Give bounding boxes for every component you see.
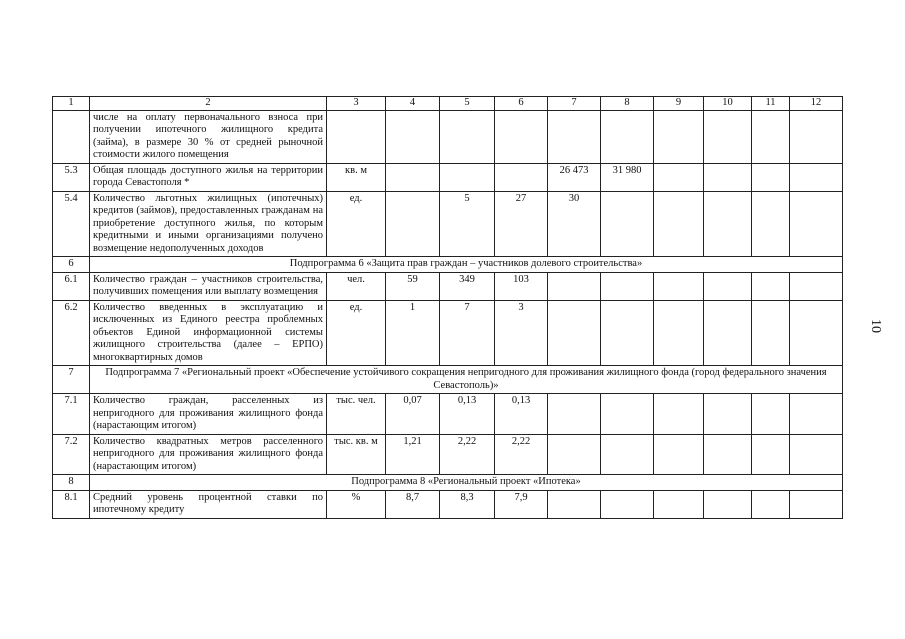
value-cell — [752, 300, 790, 366]
value-cell — [654, 394, 704, 435]
table-row — [53, 272, 843, 300]
unit-cell: тыс. кв. м — [327, 434, 386, 475]
row-number: 6.1 — [53, 272, 90, 300]
section-row — [53, 366, 843, 394]
value-cell — [704, 490, 752, 518]
value-cell: 1,21 — [386, 434, 440, 475]
value-cell — [752, 490, 790, 518]
value-cell — [790, 300, 843, 366]
value-cell: 5 — [440, 191, 495, 257]
indicators-table — [52, 96, 843, 519]
value-cell — [601, 110, 654, 163]
unit-cell: ед. — [327, 191, 386, 257]
row-number: 7.2 — [53, 434, 90, 475]
value-cell: 27 — [495, 191, 548, 257]
value-cell: 59 — [386, 272, 440, 300]
header-cell: 11 — [752, 97, 790, 111]
value-cell — [386, 163, 440, 191]
section-title: Подпрограмма 6 «Защита прав граждан – участников долевого строительства» — [90, 257, 843, 273]
header-cell: 12 — [790, 97, 843, 111]
value-cell — [704, 300, 752, 366]
value-cell — [495, 110, 548, 163]
table-row — [53, 191, 843, 257]
section-row — [53, 257, 843, 273]
indicator-name: Количество граждан, расселенных из непригодного для проживания жилищного фонда (нарастающим итогом) — [90, 394, 327, 435]
table-row — [53, 434, 843, 475]
value-cell: 26 473 — [548, 163, 601, 191]
header-cell: 4 — [386, 97, 440, 111]
value-cell: 8,7 — [386, 490, 440, 518]
unit-cell: ед. — [327, 300, 386, 366]
value-cell — [790, 110, 843, 163]
row-number — [53, 110, 90, 163]
indicator-name: Общая площадь доступного жилья на территории города Севастополя * — [90, 163, 327, 191]
value-cell — [790, 394, 843, 435]
value-cell: 349 — [440, 272, 495, 300]
section-number: 7 — [53, 366, 90, 394]
value-cell: 1 — [386, 300, 440, 366]
value-cell — [386, 191, 440, 257]
indicator-name: Количество квадратных метров расселенного непригодного для проживания жилищного фонда (нарастающим итогом) — [90, 434, 327, 475]
value-cell — [601, 434, 654, 475]
value-cell: 7 — [440, 300, 495, 366]
value-cell — [704, 394, 752, 435]
header-row — [53, 97, 843, 111]
header-cell: 10 — [704, 97, 752, 111]
unit-cell: кв. м — [327, 163, 386, 191]
table-row — [53, 490, 843, 518]
unit-cell: % — [327, 490, 386, 518]
row-number: 5.3 — [53, 163, 90, 191]
value-cell: 8,3 — [440, 490, 495, 518]
value-cell — [548, 490, 601, 518]
table-row — [53, 394, 843, 435]
unit-cell — [327, 110, 386, 163]
value-cell — [752, 163, 790, 191]
header-cell: 2 — [90, 97, 327, 111]
section-number: 6 — [53, 257, 90, 273]
unit-cell: чел. — [327, 272, 386, 300]
indicator-name: Количество граждан – участников строительства, получивших помещения или выплату возмещения — [90, 272, 327, 300]
value-cell — [704, 110, 752, 163]
value-cell — [654, 110, 704, 163]
value-cell — [752, 191, 790, 257]
value-cell — [386, 110, 440, 163]
indicator-name: Количество введенных в эксплуатацию и исключенных из Единого реестра проблемных объектов Единой информационной системы жилищного строительства (далее – ЕРПО) многоквартирных домов — [90, 300, 327, 366]
value-cell — [601, 490, 654, 518]
value-cell — [704, 191, 752, 257]
header-cell: 8 — [601, 97, 654, 111]
header-cell: 1 — [53, 97, 90, 111]
value-cell: 2,22 — [440, 434, 495, 475]
value-cell: 103 — [495, 272, 548, 300]
value-cell — [601, 300, 654, 366]
value-cell: 31 980 — [601, 163, 654, 191]
value-cell — [790, 191, 843, 257]
value-cell: 3 — [495, 300, 548, 366]
value-cell: 0,07 — [386, 394, 440, 435]
value-cell — [654, 272, 704, 300]
value-cell — [790, 272, 843, 300]
row-number: 7.1 — [53, 394, 90, 435]
value-cell — [752, 394, 790, 435]
section-title: Подпрограмма 7 «Региональный проект «Обеспечение устойчивого сокращения непригодного для проживания жилищного фонда (город федерального значения Севастополь)» — [90, 366, 843, 394]
table-body — [53, 97, 843, 519]
value-cell — [495, 163, 548, 191]
value-cell — [752, 110, 790, 163]
value-cell — [601, 394, 654, 435]
value-cell: 2,22 — [495, 434, 548, 475]
value-cell — [601, 272, 654, 300]
value-cell — [752, 434, 790, 475]
value-cell: 30 — [548, 191, 601, 257]
unit-cell: тыс. чел. — [327, 394, 386, 435]
section-number: 8 — [53, 475, 90, 491]
value-cell — [704, 272, 752, 300]
indicator-name: Количество льготных жилищных (ипотечных) кредитов (займов), предоставленных гражданам на приобретение доступного жилья, по которым кредитными и иными организациями получено возмещение недополученных доходов — [90, 191, 327, 257]
value-cell — [601, 191, 654, 257]
value-cell — [548, 434, 601, 475]
value-cell — [548, 394, 601, 435]
value-cell — [548, 300, 601, 366]
value-cell: 7,9 — [495, 490, 548, 518]
value-cell — [790, 163, 843, 191]
value-cell — [790, 490, 843, 518]
indicator-name: числе на оплату первоначального взноса при получении ипотечного жилищного кредита (займа), в размере 30 % от средней рыночной стоимости жилого помещения — [90, 110, 327, 163]
value-cell — [548, 110, 601, 163]
header-cell: 5 — [440, 97, 495, 111]
value-cell — [752, 272, 790, 300]
value-cell — [654, 191, 704, 257]
table-row — [53, 300, 843, 366]
value-cell — [704, 434, 752, 475]
header-cell: 9 — [654, 97, 704, 111]
value-cell — [790, 434, 843, 475]
page-number: 10 — [868, 319, 883, 333]
section-row — [53, 475, 843, 491]
section-title: Подпрограмма 8 «Региональный проект «Ипотека» — [90, 475, 843, 491]
row-number: 5.4 — [53, 191, 90, 257]
header-cell: 6 — [495, 97, 548, 111]
indicator-name: Средний уровень процентной ставки по ипотечному кредиту — [90, 490, 327, 518]
table-row — [53, 163, 843, 191]
header-cell: 3 — [327, 97, 386, 111]
row-number: 6.2 — [53, 300, 90, 366]
value-cell: 0,13 — [495, 394, 548, 435]
header-cell: 7 — [548, 97, 601, 111]
value-cell — [654, 300, 704, 366]
value-cell — [654, 163, 704, 191]
value-cell — [654, 434, 704, 475]
value-cell — [704, 163, 752, 191]
value-cell — [548, 272, 601, 300]
value-cell — [440, 163, 495, 191]
value-cell — [654, 490, 704, 518]
table-row — [53, 110, 843, 163]
value-cell — [440, 110, 495, 163]
row-number: 8.1 — [53, 490, 90, 518]
value-cell: 0,13 — [440, 394, 495, 435]
